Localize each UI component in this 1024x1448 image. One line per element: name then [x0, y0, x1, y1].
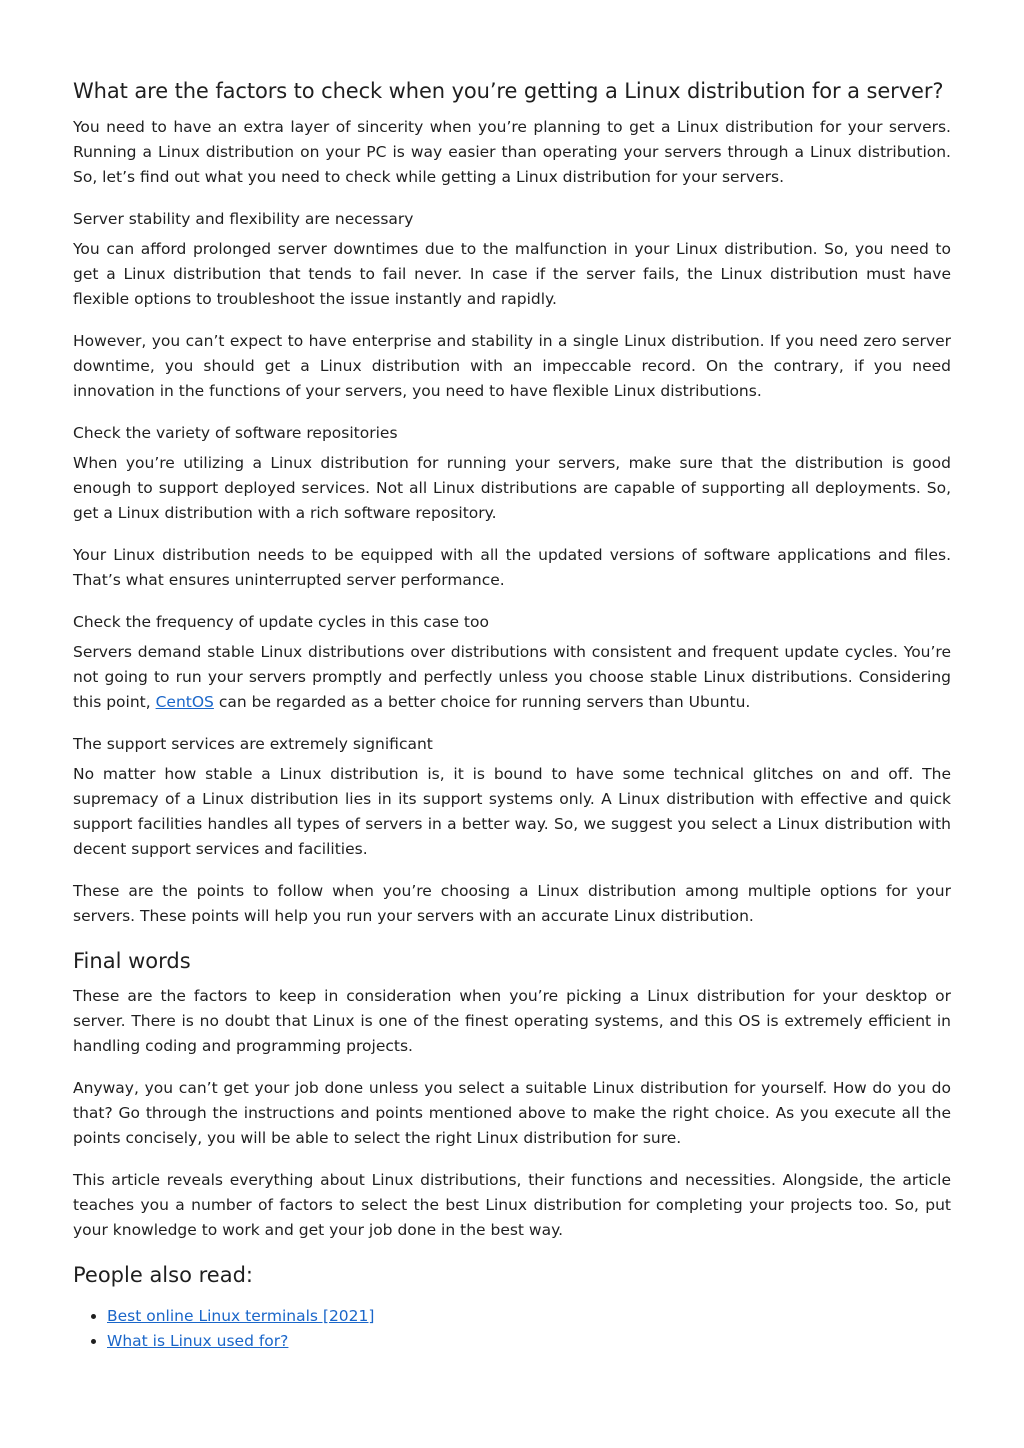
final-words-heading: Final words: [73, 949, 191, 973]
paragraph-support-2: These are the points to follow when you’re choosing a Linux distribution among multiple options for your servers. These points will help you run your servers with an accurate Linux distribution.: [73, 882, 951, 925]
section-title-repositories: Check the variety of software repositories: [73, 424, 398, 442]
section-title-support: The support services are extremely significant: [73, 735, 433, 753]
centos-link[interactable]: CentOS: [155, 693, 214, 711]
related-links-list: [73, 1304, 951, 1354]
paragraph-update-cycles-text-after: can be regarded as a better choice for running servers than Ubuntu.: [213, 693, 751, 711]
paragraph-repositories-2: Your Linux distribution needs to be equipped with all the updated versions of software applications and files. That’s what ensures uninterrupted server performance.: [73, 546, 951, 589]
paragraph-stability-1: You can afford prolonged server downtimes due to the malfunction in your Linux distribution. So, you need to get a Linux distribution that tends to fail never. In case if the server fails, the Linux distribution must have flexible options to troubleshoot the issue instantly and rapidly.: [73, 240, 951, 308]
paragraph-update-cycles: [73, 640, 951, 715]
section-title-stability: Server stability and flexibility are necessary: [73, 210, 414, 228]
article-heading: What are the factors to check when you’re getting a Linux distribution for a server?: [73, 79, 944, 103]
final-paragraph-3: This article reveals everything about Linux distributions, their functions and necessities. Alongside, the article teaches you a number of factors to select the best Linux distribution for completing your projects too. So, put your knowledge to work and get your job done in the best way.: [73, 1171, 951, 1239]
intro-paragraph: You need to have an extra layer of sincerity when you’re planning to get a Linux distribution for your servers. Running a Linux distribution on your PC is way easier than operating your servers through a Linux distribution. So, let’s find out what you need to check while getting a Linux distribution for your servers.: [73, 118, 951, 186]
paragraph-repositories-1: When you’re utilizing a Linux distribution for running your servers, make sure that the distribution is good enough to support deployed services. Not all Linux distributions are capable of supporting all deployments. So, get a Linux distribution with a rich software repository.: [73, 454, 951, 522]
section-title-update-cycles: Check the frequency of update cycles in this case too: [73, 613, 489, 631]
related-link-online-terminals[interactable]: Best online Linux terminals [2021]: [107, 1307, 375, 1325]
final-paragraph-1: These are the factors to keep in consideration when you’re picking a Linux distribution for your desktop or server. There is no doubt that Linux is one of the finest operating systems, and this OS is extremely efficient in handling coding and programming projects.: [73, 987, 951, 1055]
list-item: [107, 1329, 951, 1354]
paragraph-update-cycles-text-before: Servers demand stable Linux distributions over distributions with consistent and frequent update cycles. You’re not going to run your servers promptly and perfectly unless you choose stable Linux distributions. Considering this point,: [73, 643, 951, 711]
paragraph-stability-2: However, you can’t expect to have enterprise and stability in a single Linux distribution. If you need zero server downtime, you should get a Linux distribution with an impeccable record. On the contrary, if you need innovation in the functions of your servers, you need to have flexible Linux distributions.: [73, 332, 951, 400]
people-also-read-heading: People also read:: [73, 1263, 253, 1287]
final-paragraph-2: Anyway, you can’t get your job done unless you select a suitable Linux distribution for yourself. How do you do that? Go through the instructions and points mentioned above to make the right choice. As you execute all the points concisely, you will be able to select the right Linux distribution for sure.: [73, 1079, 951, 1147]
article-body: [73, 76, 951, 1354]
list-item: [107, 1304, 951, 1329]
paragraph-support-1: No matter how stable a Linux distribution is, it is bound to have some technical glitches on and off. The supremacy of a Linux distribution lies in its support systems only. A Linux distribution with effective and quick support facilities handles all types of servers in a better way. So, we suggest you select a Linux distribution with decent support services and facilities.: [73, 765, 951, 858]
related-link-linux-used-for[interactable]: What is Linux used for?: [107, 1332, 289, 1350]
